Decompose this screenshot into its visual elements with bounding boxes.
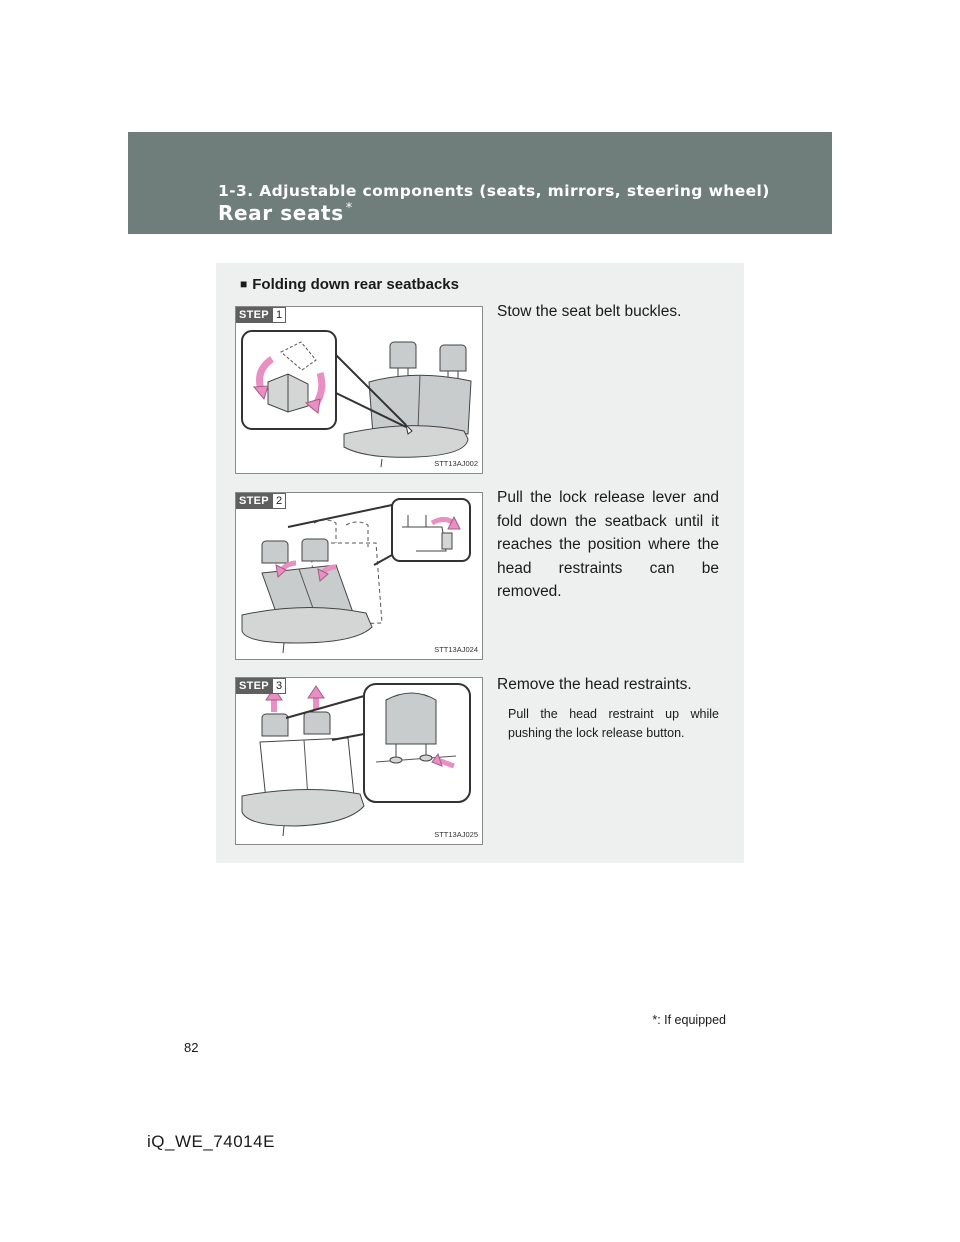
step-number: 3 [272,678,286,694]
step-number: 2 [272,493,286,509]
procedure-heading [240,276,459,293]
seat-belt-buckle-drawing [236,307,482,473]
step-1-text: Stow the seat belt buckles. [497,303,682,320]
figure-code: STT13AJ024 [434,645,478,654]
if-equipped-footnote: *: If equipped [652,1013,726,1027]
step-3-illustration [235,677,483,845]
step-3-badge [236,678,286,694]
if-equipped-mark: * [345,201,353,217]
step-word: STEP [236,678,272,694]
seatback-fold-drawing [236,493,482,659]
step-number: 1 [272,307,286,323]
procedure-heading-text: Folding down rear seatbacks [252,276,459,293]
procedure-panel [216,263,744,863]
document-code: iQ_WE_74014E [147,1132,275,1151]
page-title-text: Rear seats [218,201,344,225]
section-header-bar [128,132,832,234]
figure-code: STT13AJ002 [434,459,478,468]
step-3-text: Remove the head restraints. [497,676,692,693]
head-restraint-removal-drawing [236,678,482,844]
step-2-illustration [235,492,483,660]
step-word: STEP [236,493,272,509]
section-title: 1-3. Adjustable components (seats, mirrors, steering wheel) [218,182,770,200]
step-3-note: Pull the head restraint up while pushing the lock release button. [508,707,719,740]
step-2-text: Pull the lock release lever and fold down the seatback until it reaches the position where the head restraints can be removed. [497,489,719,600]
page-title [218,201,353,225]
step-1-badge [236,307,286,323]
page-number: 82 [184,1040,199,1055]
step-word: STEP [236,307,272,323]
step-2-badge [236,493,286,509]
square-bullet-icon: ■ [240,277,248,291]
step-1-illustration [235,306,483,474]
figure-code: STT13AJ025 [434,830,478,839]
